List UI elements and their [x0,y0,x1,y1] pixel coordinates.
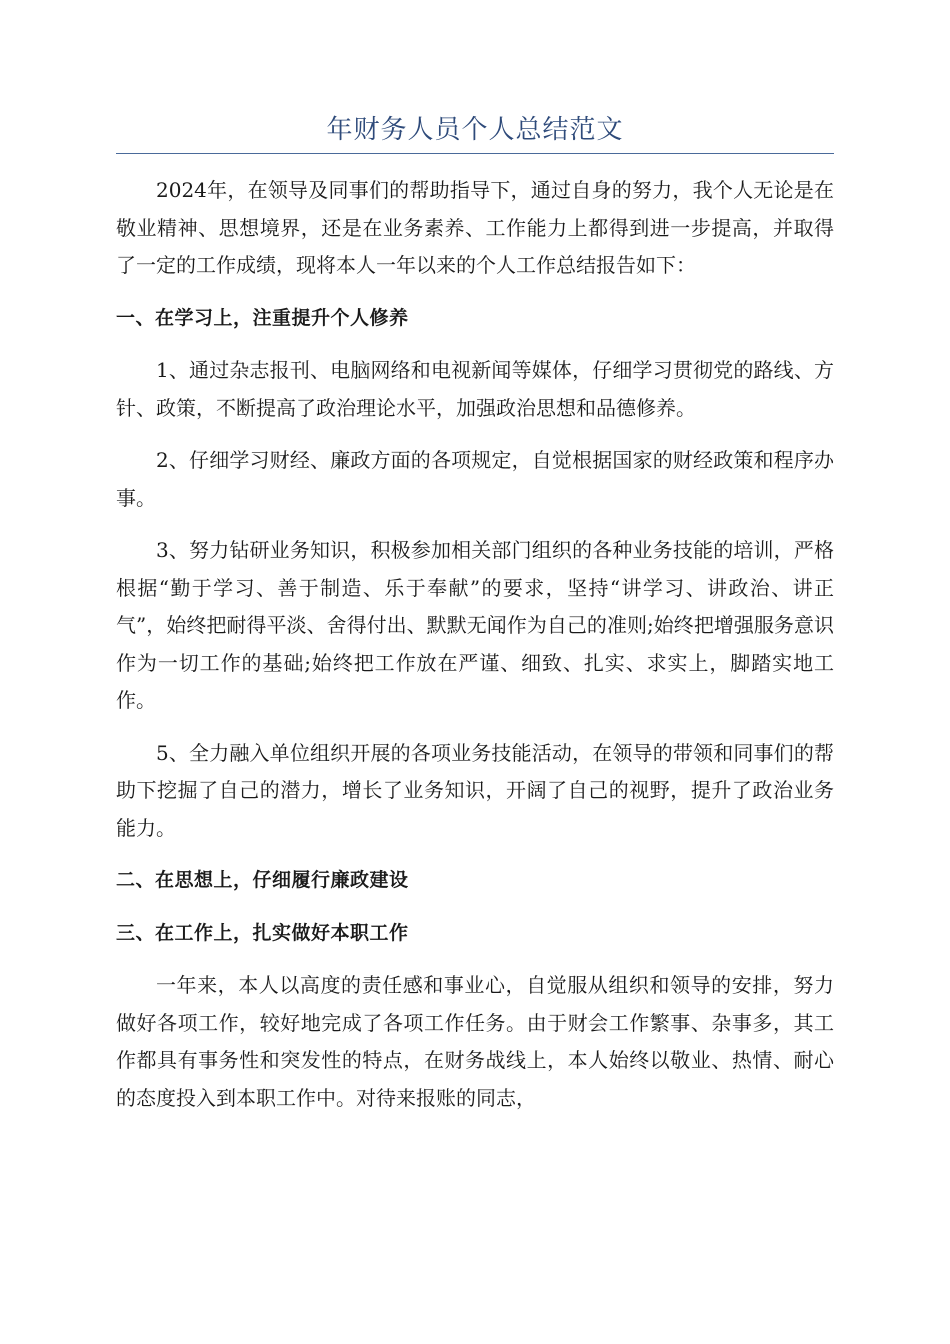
intro-paragraph: 2024年，在领导及同事们的帮助指导下，通过自身的努力，我个人无论是在敬业精神、思想境界，还是在业务素养、工作能力上都得到进一步提高，并取得了一定的工作成绩，现将本人一年以来的个人工作总结报告如下： [116,178,834,277]
list-item: 3、努力钻研业务知识，积极参加相关部门组织的各种业务技能的培训，严格根据“勤于学习、善于制造、乐于奉献”的要求，坚持“讲学习、讲政治、讲正气”，始终把耐得平淡、舍得付出、默默无闻作为自己的准则;始终把增强服务意识作为一切工作的基础;始终把工作放在严谨、细致、扎实、求实上，脚踏实地工作。 [116,538,834,712]
list-item: 5、全力融入单位组织开展的各项业务技能活动，在领导的带领和同事们的帮助下挖掘了自己的潜力，增长了业务知识，开阔了自己的视野，提升了政治业务能力。 [116,740,834,840]
title-underline [116,153,834,154]
section-heading-2: 二、在思想上，仔细履行廉政建设 [116,869,409,891]
list-item: 1、通过杂志报刊、电脑网络和电视新闻等媒体，仔细学习贯彻党的路线、方针、政策，不断提高了政治理论水平，加强政治思想和品德修养。 [116,358,834,420]
list-item: 2、仔细学习财经、廉政方面的各项规定，自觉根据国家的财经政策和程序办事。 [116,448,834,510]
section-3-paragraph: 一年来，本人以高度的责任感和事业心，自觉服从组织和领导的安排，努力做好各项工作，较好地完成了各项工作任务。由于财会工作繁事、杂事多，其工作都具有事务性和突发性的特点，在财务战线上，本人始终以敬业、热情、耐心的态度投入到本职工作中。对待来报账的同志， [116,973,834,1110]
section-heading-3: 三、在工作上，扎实做好本职工作 [116,921,409,944]
section-heading-1: 一、在学习上，注重提升个人修养 [116,306,409,329]
document-title: 年财务人员个人总结范文 [326,115,624,145]
document-body [116,172,834,1132]
